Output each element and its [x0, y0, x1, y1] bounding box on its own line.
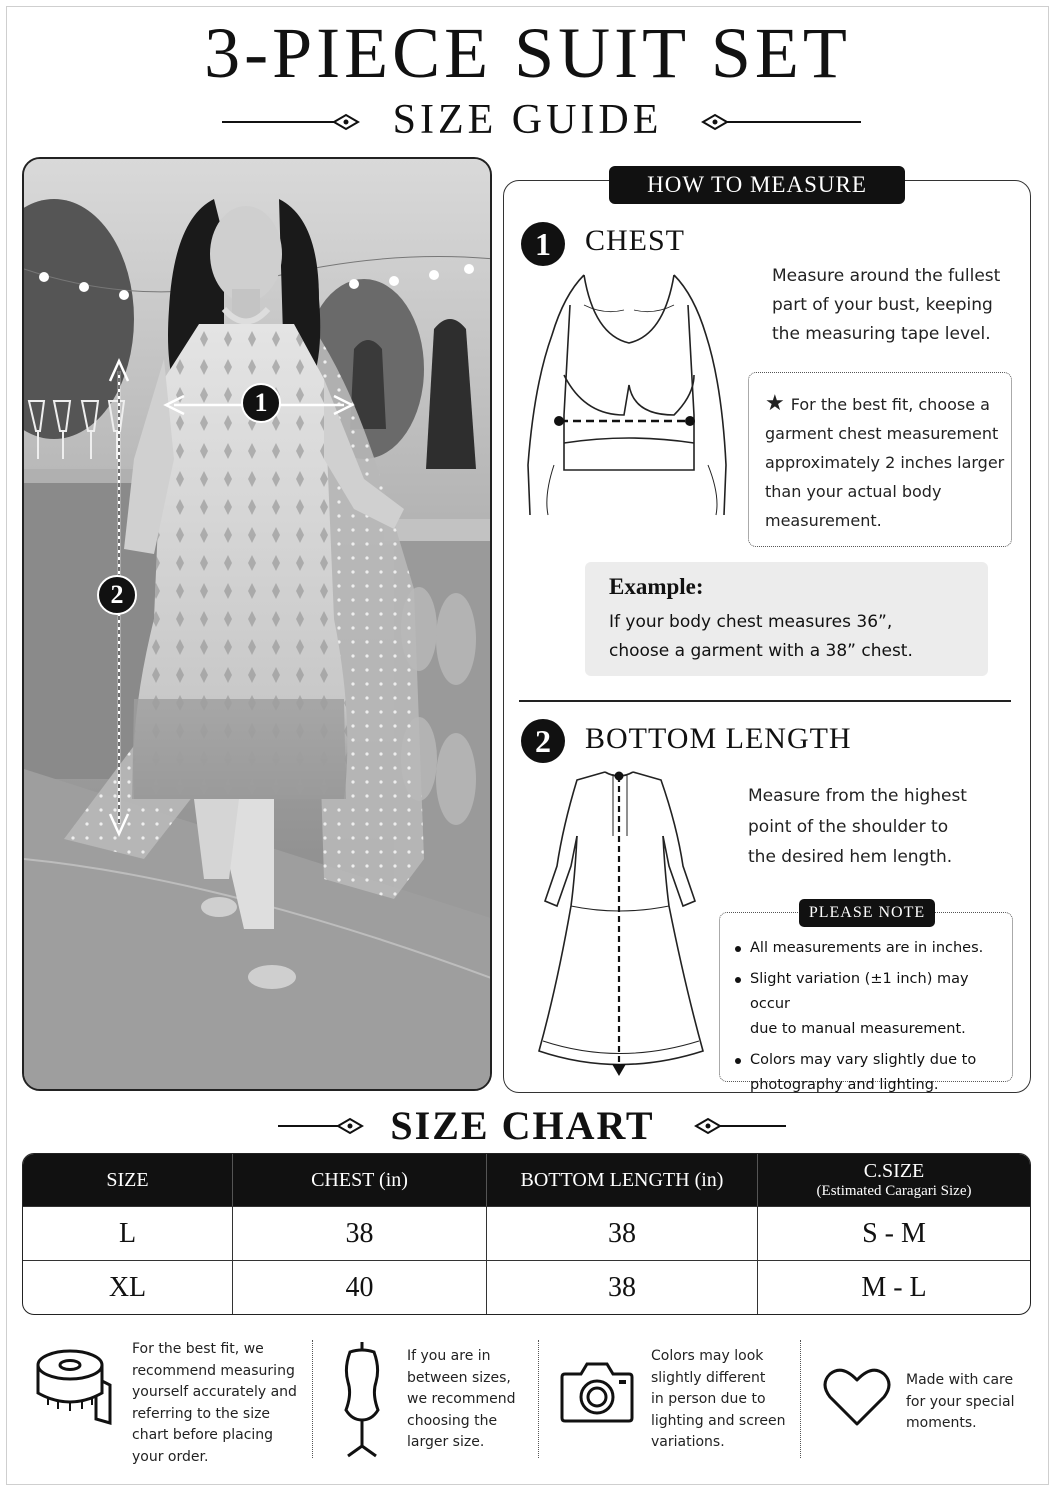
size-chart-title-row: [0, 1100, 1055, 1152]
example-box: [585, 562, 988, 676]
header-bottom-length: BOTTOM LENGTH (in): [487, 1154, 758, 1206]
cell-chest: 38: [233, 1206, 487, 1260]
footer-line: chart before placing: [132, 1427, 274, 1443]
chest-instruction-line: the measuring tape level.: [772, 324, 991, 344]
section-divider: [519, 700, 1011, 702]
chest-tip-line: garment chest measurement: [765, 424, 999, 443]
footer-text-3: [651, 1346, 785, 1454]
chest-tip-line: than your actual body: [765, 482, 942, 501]
bottom-instruction-line: Measure from the highest: [748, 786, 967, 806]
footer-line: For the best fit, we: [132, 1341, 264, 1357]
bodice-illustration-icon: [524, 265, 734, 520]
chest-title: CHEST: [585, 224, 686, 257]
cell-bottom: 38: [487, 1260, 758, 1314]
bottom-instruction-line: the desired hem length.: [748, 847, 953, 867]
footer-text-1: [132, 1339, 297, 1468]
footer-line: we recommend: [407, 1391, 516, 1407]
footer-line: in person due to: [651, 1391, 766, 1407]
note-line: Colors may vary slightly due to: [750, 1052, 977, 1068]
note-line: Slight variation (±1 inch) may occur: [750, 971, 969, 1012]
footer-text-2: [407, 1346, 516, 1454]
example-line: If your body chest measures 36”,: [609, 612, 893, 632]
note-line: photography and lighting.: [750, 1077, 939, 1093]
dress-form-icon: [336, 1340, 388, 1460]
star-icon: ★: [765, 391, 785, 416]
table-row: [23, 1260, 1030, 1314]
bottom-instruction-line: point of the shoulder to: [748, 816, 949, 837]
page-title: 3-PIECE SUIT SET: [204, 13, 851, 93]
size-chart-table: [22, 1153, 1031, 1315]
header-csize-sub: (Estimated Caragari Size): [816, 1183, 972, 1199]
please-note-badge: PLEASE NOTE: [799, 899, 935, 927]
footer-separator: [312, 1340, 313, 1458]
cell-csize: M - L: [758, 1260, 1030, 1314]
footer-separator: [800, 1340, 801, 1458]
footer-text-4: [906, 1370, 1014, 1435]
footer-line: Made with care: [906, 1372, 1014, 1388]
right-ornament-icon: [699, 110, 864, 134]
header-csize: [758, 1154, 1030, 1206]
footer-line: larger size.: [407, 1434, 485, 1450]
kurta-illustration-icon: [537, 766, 707, 1080]
subtitle-row: [0, 96, 1055, 150]
note-line: All measurements are in inches.: [750, 940, 984, 956]
chest-tip-text: [765, 390, 1004, 535]
footer-line: moments.: [906, 1415, 977, 1431]
photo-marker-chest: 1: [241, 383, 281, 423]
footer-line: lighting and screen: [651, 1412, 786, 1429]
note-item: [733, 936, 1008, 961]
camera-icon: [559, 1358, 635, 1424]
heart-icon: [822, 1364, 892, 1430]
please-note-list: [733, 936, 1008, 1104]
cell-bottom: 38: [487, 1206, 758, 1260]
page-subtitle: SIZE GUIDE: [392, 97, 663, 143]
footer-line: yourself accurately and: [132, 1384, 297, 1400]
table-row: [23, 1206, 1030, 1260]
cell-size: L: [23, 1206, 233, 1260]
chest-instruction: [772, 262, 1000, 349]
note-line: due to manual measurement.: [750, 1021, 966, 1037]
example-text: [609, 608, 913, 666]
photo-marker-bottom: 2: [97, 575, 137, 615]
measuring-tape-icon: [34, 1345, 116, 1431]
how-to-measure-badge: HOW TO MEASURE: [609, 166, 905, 204]
chest-step-number: 1: [521, 222, 565, 266]
footer-line: your order.: [132, 1448, 209, 1465]
cell-size: XL: [23, 1260, 233, 1314]
note-item: [733, 967, 1008, 1042]
chest-instruction-line: Measure around the fullest: [772, 266, 1001, 286]
footer-line: between sizes,: [407, 1369, 511, 1386]
chest-instruction-line: part of your bust, keeping: [772, 295, 993, 315]
cell-csize: S - M: [758, 1206, 1030, 1260]
example-title: Example:: [609, 574, 704, 599]
footer-line: variations.: [651, 1434, 725, 1450]
footer-separator: [538, 1340, 539, 1458]
footer-line: recommend measuring: [132, 1362, 295, 1379]
note-item: [733, 1048, 1008, 1098]
footer-line: Colors may look: [651, 1348, 764, 1364]
chest-tip-line: For the best fit, choose a: [790, 395, 990, 414]
footer-line: If you are in: [407, 1348, 491, 1364]
footer-line: for your special: [906, 1393, 1015, 1410]
table-header-row: [23, 1154, 1030, 1206]
right-ornament-icon: [692, 1114, 788, 1138]
footer-line: choosing the: [407, 1412, 498, 1429]
size-chart-title: SIZE CHART: [390, 1103, 655, 1148]
header-chest: CHEST (in): [233, 1154, 487, 1206]
bottom-step-number: 2: [521, 719, 565, 763]
chest-tip-line: approximately 2 inches larger: [765, 453, 1005, 472]
model-photo: [22, 157, 492, 1091]
chest-tip-line: measurement.: [765, 511, 882, 530]
footer-line: slightly different: [651, 1369, 766, 1386]
bottom-length-title: BOTTOM LENGTH: [585, 722, 852, 755]
example-line: choose a garment with a 38” chest.: [609, 641, 913, 661]
bottom-instruction: [748, 781, 967, 873]
cell-chest: 40: [233, 1260, 487, 1314]
header-csize-label: C.SIZE: [863, 1160, 925, 1182]
footer-line: referring to the size: [132, 1405, 271, 1422]
header-size: SIZE: [23, 1154, 233, 1206]
